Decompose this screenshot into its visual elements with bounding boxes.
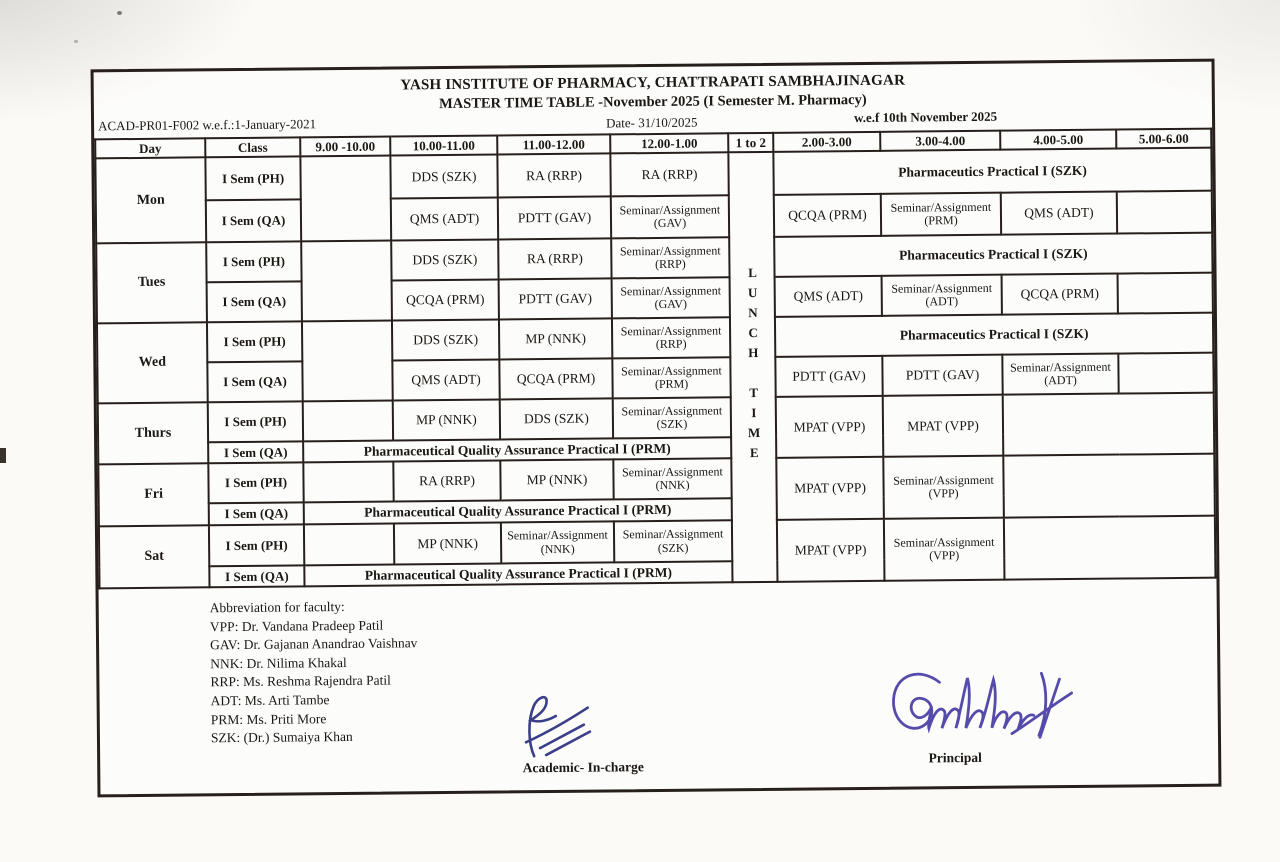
principal-label: Principal xyxy=(928,749,982,766)
class-label-wed-qa: I Sem (QA) xyxy=(207,361,302,402)
column-header-1-2: 1 to 2 xyxy=(728,133,773,152)
column-header-5-6: 5.00-6.00 xyxy=(1116,129,1211,149)
class-label-mon-ph: I Sem (PH) xyxy=(205,156,300,200)
class-label-tue-qa: I Sem (QA) xyxy=(207,281,302,322)
master-timetable xyxy=(94,128,1216,590)
slot-thu-ph-12-1: Seminar/Assignment (SZK) xyxy=(613,397,731,438)
slot-mon-ph-11-12: RA (RRP) xyxy=(497,153,610,197)
column-header-day: Day xyxy=(95,138,205,158)
slot-tue-ph-11-12: RA (RRP) xyxy=(498,238,611,279)
slot-mon-qa-10-11: QMS (ADT) xyxy=(391,198,498,241)
class-label-sat-ph: I Sem (PH) xyxy=(209,524,304,566)
practical-mon-ph: Pharmaceutics Practical I (SZK) xyxy=(773,148,1211,195)
slot-wed-qa-11-12: QCQA (PRM) xyxy=(499,358,612,399)
document-title: MASTER TIME TABLE -November 2025 (I Semester M. Pharmacy) xyxy=(439,91,867,113)
slot-sat-ph-12-1: Seminar/Assignment (SZK) xyxy=(614,520,732,562)
slot-tue-qa-2-3: QMS (ADT) xyxy=(775,276,882,317)
slot-wed-ph-11-12: MP (NNK) xyxy=(499,318,612,359)
abbreviation-item: VPP: Dr. Vandana Pradeep Patil xyxy=(209,617,384,634)
day-label-fri: Fri xyxy=(98,463,209,526)
date-label: Date- 31/10/2025 xyxy=(605,114,698,131)
slot-tue-qa-10-11: QCQA (PRM) xyxy=(392,280,499,321)
slot-thu-pm-3-4: MPAT (VPP) xyxy=(883,395,1004,457)
slot-thu-ph-9-10 xyxy=(303,401,393,442)
abbreviation-list xyxy=(210,597,419,748)
slot-mon-9-10 xyxy=(300,156,391,242)
class-label-fri-qa: I Sem (QA) xyxy=(209,502,304,525)
class-label-mon-qa: I Sem (QA) xyxy=(206,199,301,242)
slot-thu-pm-4-6 xyxy=(1003,393,1215,456)
slot-wed-qa-2-3: PDTT (GAV) xyxy=(775,356,882,397)
column-header-2-3: 2.00-3.00 xyxy=(773,132,880,152)
slot-sat-ph-10-11: MP (NNK) xyxy=(394,522,501,564)
abbreviation-item: PRM: Ms. Priti More xyxy=(210,710,327,727)
slot-mon-ph-10-11: DDS (SZK) xyxy=(390,155,497,199)
slot-wed-qa-12-1: Seminar/Assignment (PRM) xyxy=(612,357,730,398)
timetable-document xyxy=(91,59,1222,798)
effective-date-label: w.e.f 10th November 2025 xyxy=(853,108,998,126)
slot-sat-ph-9-10 xyxy=(304,524,394,566)
scan-edge-mark xyxy=(0,448,6,463)
practical-wed-ph: Pharmaceutics Practical I (SZK) xyxy=(775,313,1213,357)
class-label-sat-qa: I Sem (QA) xyxy=(209,565,304,587)
slot-mon-ph-12-1: RA (RRP) xyxy=(610,152,728,196)
scan-speck xyxy=(74,40,78,43)
column-header-class: Class xyxy=(205,137,300,157)
abbreviation-item: GAV: Dr. Gajanan Anandrao Vaishnav xyxy=(209,635,418,653)
abbreviation-item: RRP: Ms. Reshma Rajendra Patil xyxy=(210,672,391,690)
slot-tue-qa-3-4: Seminar/Assignment (ADT) xyxy=(882,275,1002,316)
academic-incharge-signature xyxy=(504,689,620,762)
class-label-thu-ph: I Sem (PH) xyxy=(208,401,303,442)
slot-mon-qa-11-12: PDTT (GAV) xyxy=(498,196,611,239)
abbreviation-title: Abbreviation for faculty: xyxy=(209,598,345,616)
abbreviation-item: ADT: Ms. Arti Tambe xyxy=(210,692,330,709)
slot-fri-ph-12-1: Seminar/Assignment (NNK) xyxy=(613,458,731,499)
slot-tue-qa-5-6 xyxy=(1118,273,1213,314)
column-header-9-10: 9.00 -10.00 xyxy=(300,137,390,157)
slot-fri-ph-10-11: RA (RRP) xyxy=(393,460,500,501)
slot-fri-pm-2-3: MPAT (VPP) xyxy=(776,457,884,520)
slot-wed-ph-12-1: Seminar/Assignment (RRP) xyxy=(612,317,730,358)
day-label-sat: Sat xyxy=(99,525,210,588)
slot-wed-qa-10-11: QMS (ADT) xyxy=(392,360,499,401)
slot-tue-ph-10-11: DDS (SZK) xyxy=(391,240,498,281)
practical-sat-qa: Pharmaceutical Quality Assurance Practical I (PRM) xyxy=(304,561,732,586)
slot-wed-qa-3-4: PDTT (GAV) xyxy=(882,355,1002,396)
day-label-wed: Wed xyxy=(97,322,208,403)
abbreviation-item: SZK: (Dr.) Sumaiya Khan xyxy=(210,729,353,746)
academic-incharge-label: Academic- In-charge xyxy=(522,759,644,776)
slot-sat-pm-4-6 xyxy=(1004,516,1216,580)
column-header-11-12: 11.00-12.00 xyxy=(497,134,610,154)
day-label-thu: Thurs xyxy=(98,402,209,464)
form-code: ACAD-PR01-F002 w.e.f.:1-January-2021 xyxy=(98,116,317,134)
slot-fri-ph-9-10 xyxy=(303,462,393,503)
slot-sat-pm-2-3: MPAT (VPP) xyxy=(777,519,885,582)
column-header-3-4: 3.00-4.00 xyxy=(880,131,1000,151)
institute-name: YASH INSTITUTE OF PHARMACY, CHATTRAPATI SAMBHAJINAGAR xyxy=(400,72,906,94)
slot-fri-ph-11-12: MP (NNK) xyxy=(500,459,613,500)
slot-mon-qa-3-4: Seminar/Assignment (PRM) xyxy=(881,193,1001,236)
day-label-tue: Tues xyxy=(96,242,207,323)
class-label-tue-ph: I Sem (PH) xyxy=(206,241,301,282)
column-header-4-5: 4.00-5.00 xyxy=(1000,130,1116,150)
practical-tue-ph: Pharmaceutics Practical I (SZK) xyxy=(774,233,1212,277)
slot-sat-ph-11-12: Seminar/Assignment (NNK) xyxy=(501,521,614,563)
slot-wed-qa-4-5: Seminar/Assignment (ADT) xyxy=(1002,354,1118,395)
principal-signature xyxy=(883,663,1079,757)
slot-thu-ph-11-12: DDS (SZK) xyxy=(500,398,613,439)
slot-mon-qa-12-1: Seminar/Assignment (GAV) xyxy=(611,195,729,238)
slot-tue-qa-4-5: QCQA (PRM) xyxy=(1002,274,1118,315)
slot-mon-qa-4-5: QMS (ADT) xyxy=(1001,192,1117,235)
slot-tue-ph-12-1: Seminar/Assignment (RRP) xyxy=(611,237,729,278)
lunch-time-label: LUNCH TIME xyxy=(744,264,762,465)
scan-speck xyxy=(117,11,122,15)
slot-wed-ph-10-11: DDS (SZK) xyxy=(392,320,499,361)
class-label-fri-ph: I Sem (PH) xyxy=(208,462,303,503)
slot-thu-ph-10-11: MP (NNK) xyxy=(393,399,500,440)
abbreviation-item: NNK: Dr. Nilima Khakal xyxy=(210,654,347,672)
slot-fri-pm-3-4: Seminar/Assignment (VPP) xyxy=(883,456,1004,519)
lunch-time-cell xyxy=(728,152,777,582)
slot-mon-qa-5-6 xyxy=(1117,191,1212,234)
column-header-10-11: 10.00-11.00 xyxy=(390,136,497,156)
slot-tue-qa-11-12: PDTT (GAV) xyxy=(499,278,612,319)
day-label-mon: Mon xyxy=(95,157,206,243)
slot-wed-qa-5-6 xyxy=(1118,353,1213,394)
class-label-wed-ph: I Sem (PH) xyxy=(207,321,302,362)
slot-sat-pm-3-4: Seminar/Assignment (VPP) xyxy=(884,518,1005,581)
slot-tue-9-10 xyxy=(301,241,392,322)
practical-thu-qa: Pharmaceutical Quality Assurance Practical I (PRM) xyxy=(303,437,731,462)
slot-mon-qa-2-3: QCQA (PRM) xyxy=(774,194,881,237)
class-label-thu-qa: I Sem (QA) xyxy=(208,441,303,463)
practical-fri-qa: Pharmaceutical Quality Assurance Practical I (PRM) xyxy=(304,498,732,524)
slot-thu-pm-2-3: MPAT (VPP) xyxy=(776,396,884,458)
column-header-12-1: 12.00-1.00 xyxy=(610,133,728,153)
slot-wed-9-10 xyxy=(302,321,393,402)
slot-tue-qa-12-1: Seminar/Assignment (GAV) xyxy=(612,277,730,318)
slot-fri-pm-4-6 xyxy=(1003,454,1215,518)
